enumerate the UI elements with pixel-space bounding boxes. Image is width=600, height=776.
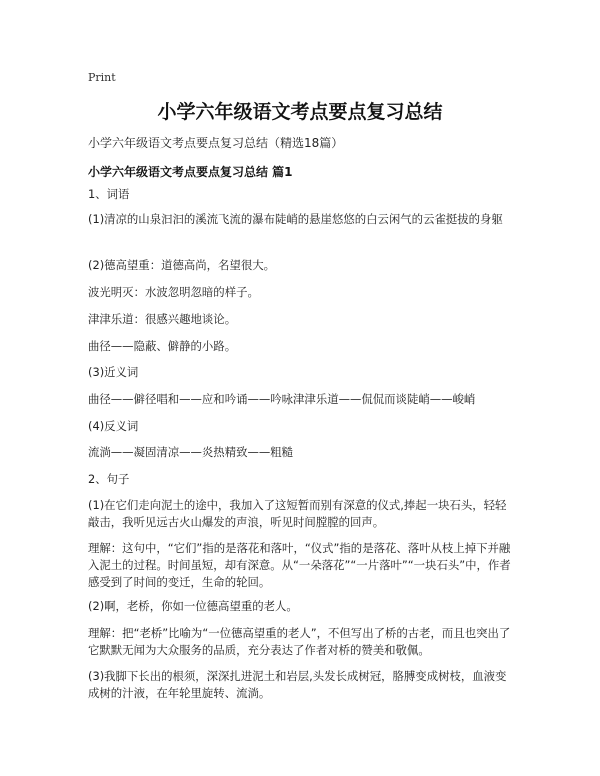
document-subtitle: 小学六年级语文考点要点复习总结（精选18篇）	[88, 136, 344, 150]
paragraph-antonyms: 流淌——凝固清凉——炎热精致——粗糙	[88, 445, 294, 459]
paragraph-sentences-heading: 2、句子	[88, 472, 130, 486]
paragraph-sentence-2: (2)啊，老桥，你如一位德高望重的老人。	[88, 599, 298, 613]
paragraph-explanation-2: 理解：把“老桥”比喻为“一位德高望重的老人”，不但写出了桥的古老，而且也突出了它默默无闻为大众服务的品质，充分表达了作者对桥的赞美和敬佩。	[88, 626, 511, 657]
paragraph-vocab-5: 曲径——隐蔽、僻静的小路。	[88, 339, 237, 353]
paragraph-synonyms-heading: (3)近义词	[88, 365, 139, 379]
paragraph-vocab-3: 波光明灭：水波忽明忽暗的样子。	[88, 285, 259, 299]
paragraph-explanation-1: 理解：这句中，“它们”指的是落花和落叶，“仪式”指的是落花、落叶从枝上掉下并融入泥土的过程。时间虽短，却有深意。从“一朵落花”“一片落叶”“一块石头”中，作者感受到了时间的变迁，生命的轮回。	[88, 541, 511, 589]
paragraph-synonyms: 曲径——僻径唱和——应和吟诵——吟咏津津乐道——侃侃而谈陡峭——峻峭	[88, 392, 476, 406]
paragraph-antonyms-heading: (4)反义词	[88, 419, 139, 433]
paragraph-sentence-3: (3)我脚下长出的根须，深深扎进泥土和岩层,头发长成树冠，胳膊变成树枝，血液变成树的汁液，在年轮里旋转、流淌。	[88, 669, 507, 700]
paragraph-vocab-4: 津津乐道：很感兴趣地谈论。	[88, 312, 237, 326]
print-link[interactable]: Print	[88, 71, 116, 84]
paragraph-vocab-heading: 1、词语	[88, 187, 130, 201]
page-title: 小学六年级语文考点要点复习总结	[157, 101, 443, 123]
paragraph-vocab-1: (1)清凉的山泉汩汩的溪流飞流的瀑布陡峭的悬崖悠悠的白云闲气的云雀挺拔的身躯	[88, 212, 503, 226]
paragraph-vocab-2: (2)德高望重：道德高尚，名望很大。	[88, 258, 275, 272]
paragraph-sentence-1: (1)在它们走向泥土的途中，我加入了这短暂而别有深意的仪式,捧起一块石头，轻轻敲击，我听见远古火山爆发的声浪，听见时间膛膛的回声。	[88, 498, 507, 529]
section-heading: 小学六年级语文考点要点复习总结 篇1	[88, 165, 293, 179]
